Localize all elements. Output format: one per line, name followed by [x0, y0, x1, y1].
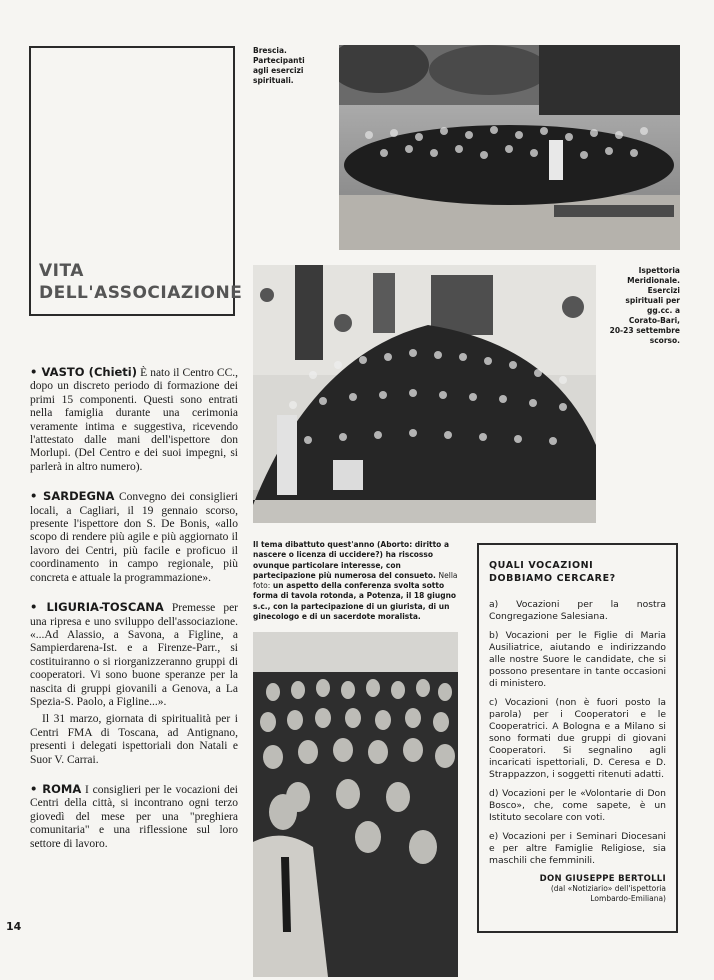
article-sardegna: • SARDEGNA Convegno dei consiglieri locali, a Cagliari, il 19 gennaio scorso, presente l'ispettore don S. De Bonis, «allo scopo di rendere più agile e più aggiornato il lavoro dei Centri, più facile e proficuo il coordinamento in campo regionale, più concreta e attuale la programmazione». [30, 489, 239, 584]
vocazioni-item: e) Vocazioni per i Seminari Diocesani e per altre Famiglie Religiose, sia maschili che femminili. [489, 831, 666, 866]
vocazioni-box [477, 543, 678, 933]
caption-brescia: Brescia. Partecipanti agli esercizi spirituali. [253, 46, 305, 85]
caption-ispettoria: Ispettoria Meridionale. Esercizi spirituali per gg.cc. a Corato-Bari, 20-23 settembre scorso. [609, 266, 680, 345]
section-title: VITA DELL'ASSOCIAZIONE [39, 261, 243, 303]
vocazioni-signature: DON GIUSEPPE BERTOLLI [539, 874, 666, 884]
vocazioni-item: a) Vocazioni per la nostra Congregazione Salesiana. [489, 599, 666, 622]
article-liguria-toscana: • LIGURIA-TOSCANA Premesse per una ripresa e uno sviluppo dell'associazione. «...Ad Alassio, a Savona, a Figline, a Sampierdarena-Ist. e a Firenze-Parr., si costituiranno o si riorganizzeranno gruppi di cooperatori. Vi sono buone speranze per la nascita di gruppi giovanili a Genova, a La Spezia-S. Paolo, a Figline...». Il 31 marzo, giornata di spiritualità per i Centri FMA di Toscana, ad Antignano, presenti i delegati ispettoriali don Natali e Suor V. Carrai. [30, 600, 239, 766]
page-number: 14 [6, 920, 22, 933]
section-title-box [29, 46, 243, 316]
photo-ispettoria-group [253, 265, 596, 523]
article-vasto: • VASTO (Chieti) È nato il Centro CC., dopo un discreto periodo di formazione dei primi 15 componenti. Questi sono entrati nella famiglia durante una cerimonia veramente intima e suggestiva, ricevendo l'attestato dalle mani dell'ispettore don Morlupi. (Del Centro e dei suoi impegni, si parlerà in altro numero). [30, 365, 239, 473]
caption-tema: Il tema dibattuto quest'anno (Aborto: diritto a nascere o licenza di uccidere?) ha riscosso ovunque particolare interesse, con partecipazione più numerosa del consueto. Nella foto: un aspetto della conferenza svolta sotto forma di tavola rotonda, a Potenza, il 18 giugno s.c., con la partecipazione di un giurista, di un ginecologo e di un sacerdote moralista. [253, 540, 458, 622]
vocazioni-item: b) Vocazioni per le Figlie di Maria Ausiliatrice, aiutando e indirizzando alle nostre Suore le candidate, che si possono presentare in tante occasioni di ministero. [489, 630, 666, 689]
vocazioni-item: c) Vocazioni (non è fuori posto la parola) per i Cooperatori e le Cooperatrici. A Bologna e a Milano si sono formati due gruppi di giovani Cooperatori. Si segnalino agli incaricati ispettoriali, D. Ceresa e D. Strappazzon, i soggetti ritenuti adatti. [489, 697, 666, 780]
articles-column [30, 366, 238, 851]
vocazioni-item: d) Vocazioni per le «Volontarie di Don Bosco», che, come sapete, è un Istituto secolare con voti. [489, 788, 666, 823]
vocazioni-title: QUALI VOCAZIONI DOBBIAMO CERCARE? [489, 560, 616, 584]
photo-conference-audience [253, 632, 458, 977]
vocazioni-source: (dal «Notiziario» dell'ispettoria Lombardo-Emiliana) [550, 884, 666, 903]
photo-brescia-group [339, 45, 680, 250]
article-roma: • ROMA I consiglieri per le vocazioni dei Centri della città, si incontrano ogni terzo giovedì del mese per una "preghiera comunitaria" e una riflessione sul loro settore di lavoro. [30, 781, 238, 850]
